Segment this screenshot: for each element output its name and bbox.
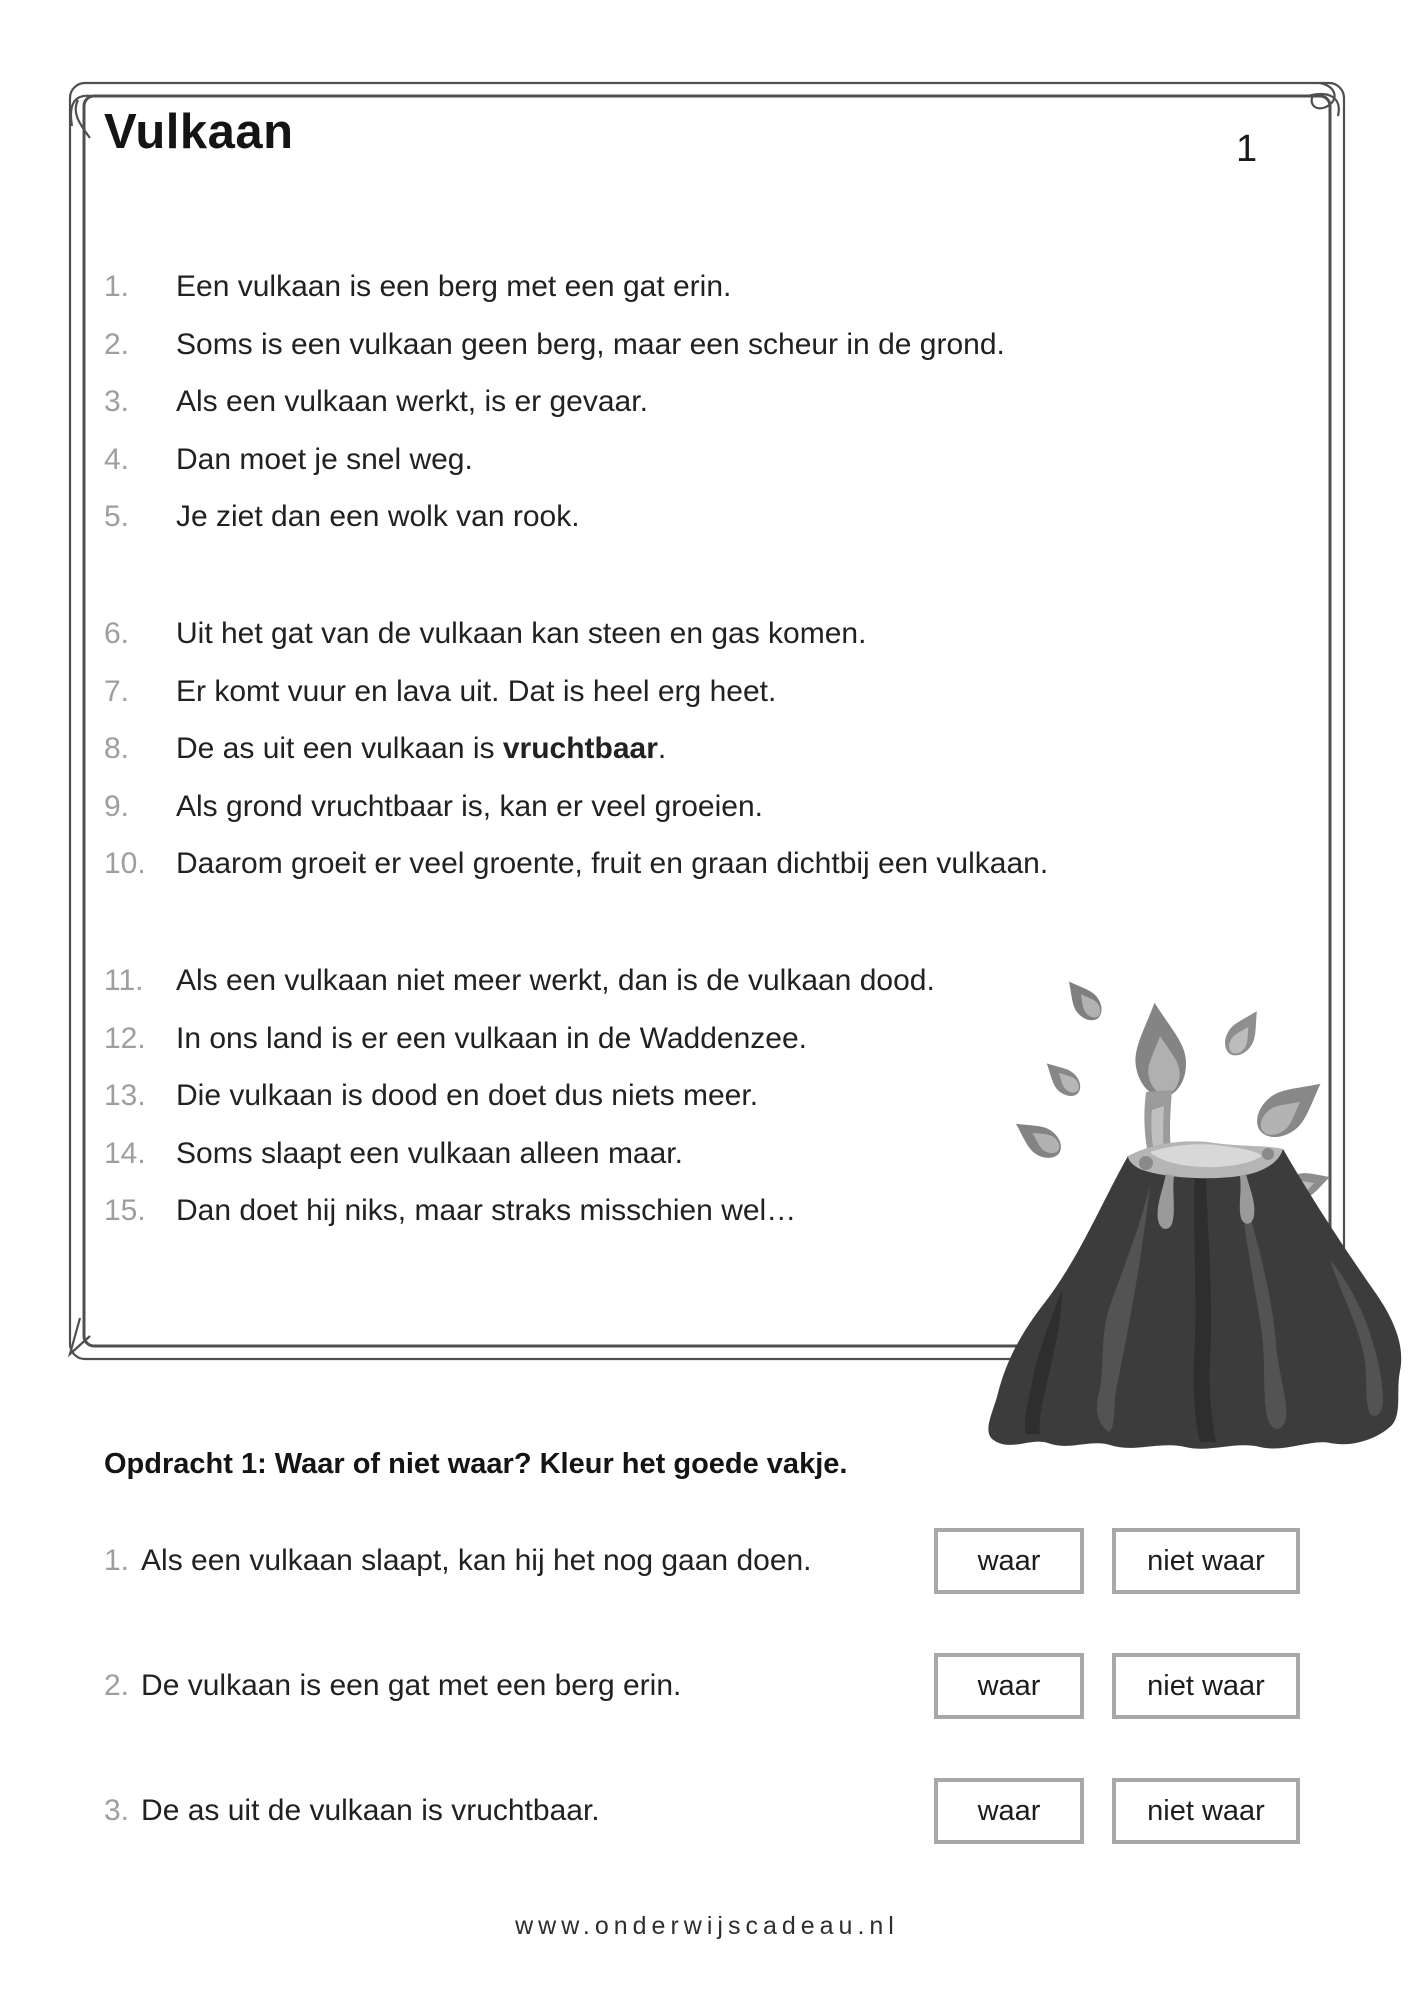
- reading-line: [104, 952, 1264, 1010]
- question-text: De as uit de vulkaan is vruchtbaar.: [141, 1794, 600, 1827]
- question-number: 2.: [104, 1669, 130, 1702]
- line-number: 9.: [104, 789, 130, 823]
- reading-line: [104, 778, 1264, 836]
- question-number: 1.: [104, 1544, 130, 1577]
- answer-box-niet-waar[interactable]: niet waar: [1112, 1653, 1300, 1719]
- line-number: 13.: [104, 1079, 146, 1113]
- line-text: Dan moet je snel weg.: [176, 442, 473, 476]
- line-text: Uit het gat van de vulkaan kan steen en gas komen.: [176, 616, 867, 650]
- line-text: Een vulkaan is een berg met een gat erin.: [176, 270, 732, 303]
- reading-line: [104, 1067, 1264, 1125]
- reading-line: [104, 720, 1264, 778]
- reading-line: [104, 316, 1264, 374]
- page-title: Vulkaan: [104, 105, 294, 159]
- line-text: Als een vulkaan niet meer werkt, dan is de vulkaan dood.: [176, 963, 935, 997]
- line-number: 14.: [104, 1136, 146, 1170]
- frame-flourish-top-right-2: [1312, 83, 1335, 108]
- line-number: 11.: [104, 963, 144, 997]
- question-row: [104, 1528, 1300, 1594]
- line-text: Als grond vruchtbaar is, kan er veel groeien.: [176, 789, 763, 823]
- assignment-title: Opdracht 1: Waar of niet waar? Kleur het goede vakje.: [104, 1448, 848, 1480]
- reading-line: [104, 605, 1264, 663]
- line-number: 12.: [104, 1021, 146, 1055]
- question-text: Als een vulkaan slaapt, kan hij het nog gaan doen.: [141, 1544, 812, 1577]
- reading-line: [104, 835, 1264, 893]
- reading-line: [104, 663, 1264, 721]
- reading-line: [104, 373, 1264, 431]
- line-number: 6.: [104, 616, 130, 650]
- answer-box-waar[interactable]: waar: [934, 1653, 1084, 1719]
- line-text: De as uit een vulkaan is vruchtbaar.: [176, 732, 667, 766]
- answer-box-waar[interactable]: waar: [934, 1528, 1084, 1594]
- reading-line: [104, 1125, 1264, 1183]
- line-number: 10.: [104, 847, 146, 881]
- question-row: [104, 1653, 1300, 1719]
- question-row: [104, 1778, 1300, 1844]
- reading-line: [104, 1182, 1264, 1240]
- line-text: Er komt vuur en lava uit. Dat is heel erg heet.: [176, 674, 777, 708]
- answer-box-waar[interactable]: waar: [934, 1778, 1084, 1844]
- line-number: 4.: [104, 442, 130, 476]
- assignment-questions: [104, 1528, 1300, 1903]
- line-number: 15.: [104, 1194, 146, 1228]
- website-footer: www.onderwijscadeau.nl: [515, 1912, 899, 1940]
- line-text: Dan doet hij niks, maar straks misschien wel…: [176, 1194, 797, 1228]
- line-text: Daarom groeit er veel groente, fruit en graan dichtbij een vulkaan.: [176, 847, 1049, 881]
- page-number: 1: [1236, 128, 1258, 170]
- frame-flourish-top-right: [1308, 94, 1339, 116]
- line-text: Je ziet dan een wolk van rook.: [176, 500, 580, 534]
- answer-box-niet-waar[interactable]: niet waar: [1112, 1528, 1300, 1594]
- answer-box-niet-waar[interactable]: niet waar: [1112, 1778, 1300, 1844]
- reading-line: [104, 258, 1264, 316]
- question-text: De vulkaan is een gat met een berg erin.: [141, 1669, 682, 1702]
- line-text: Soms is een vulkaan geen berg, maar een scheur in de grond.: [176, 327, 1005, 361]
- frame-flourish-top-left: [76, 100, 90, 138]
- line-number: 3.: [104, 385, 130, 419]
- answer-boxes: [934, 1778, 1300, 1844]
- frame-flourish-top-left-2: [71, 96, 92, 126]
- line-text: Die vulkaan is dood en doet dus niets meer.: [176, 1079, 759, 1113]
- reading-line: [104, 1010, 1264, 1068]
- answer-boxes: [934, 1653, 1300, 1719]
- line-number: 1.: [104, 270, 130, 303]
- line-text: In ons land is er een vulkaan in de Waddenzee.: [176, 1021, 807, 1055]
- frame-flourish-bottom-left: [70, 1318, 90, 1354]
- question-number: 3.: [104, 1794, 130, 1827]
- reading-line: [104, 431, 1264, 489]
- line-number: 7.: [104, 674, 130, 708]
- line-text: Als een vulkaan werkt, is er gevaar.: [176, 385, 648, 419]
- line-number: 5.: [104, 500, 130, 534]
- reading-text: [104, 258, 1264, 1240]
- line-number: 2.: [104, 327, 130, 361]
- line-text: Soms slaapt een vulkaan alleen maar.: [176, 1136, 683, 1170]
- answer-boxes: [934, 1528, 1300, 1594]
- line-number: 8.: [104, 732, 130, 766]
- reading-line: [104, 488, 1264, 546]
